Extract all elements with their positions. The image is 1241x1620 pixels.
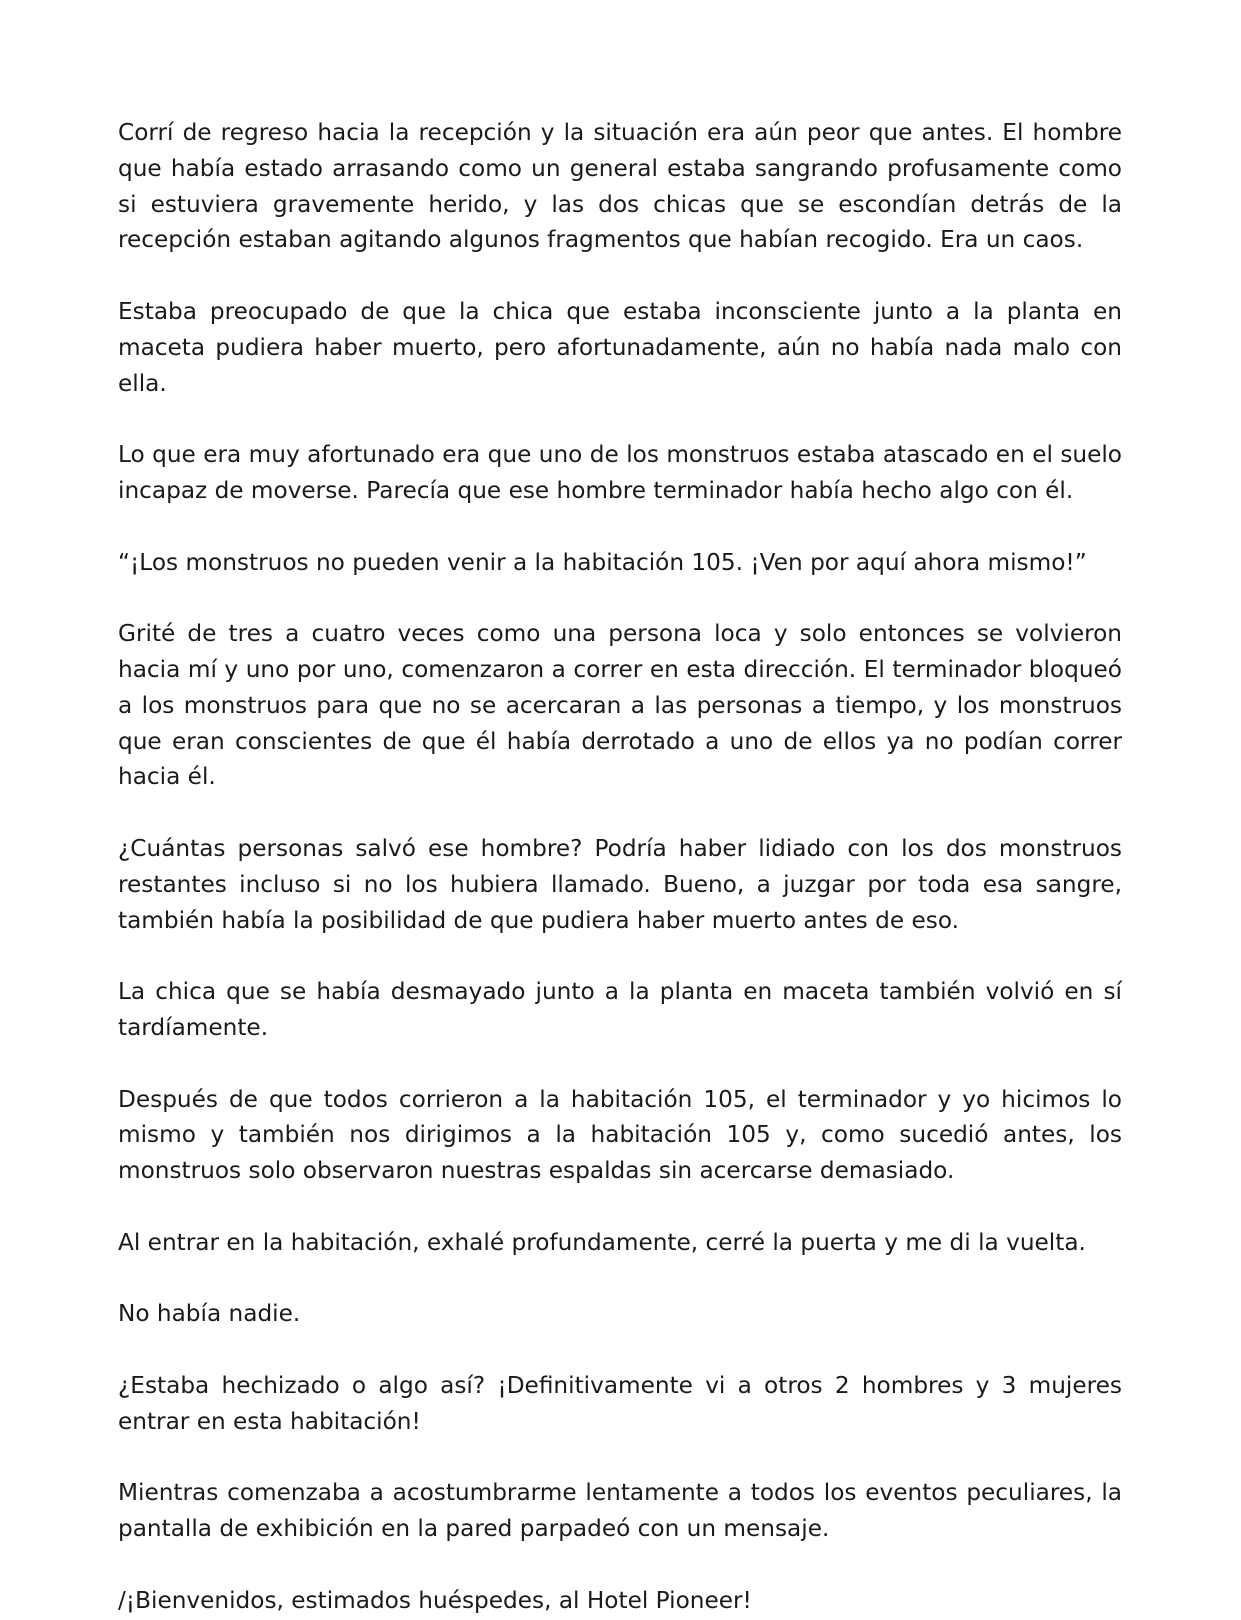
paragraph-4: “¡Los monstruos no pueden venir a la habitación 105. ¡Ven por aquí ahora mismo!” <box>118 548 1087 576</box>
paragraph-8: Después de que todos corrieron a la habitación 105, el terminador y yo hicimos lo mismo y también nos dirigimos a la habitación 105 y, como sucedió antes, los monstruos solo observaron nuestras espaldas sin acercarse demasiado. <box>118 1085 1122 1185</box>
paragraph-12: Mientras comenzaba a acostumbrarme lentamente a todos los eventos peculiares, la pantalla de exhibición en la pared parpadeó con un mensaje. <box>118 1479 1122 1543</box>
paragraph-3: Lo que era muy afortunado era que uno de los monstruos estaba atascado en el suelo incapaz de moverse. Parecía que ese hombre terminador había hecho algo con él. <box>118 441 1122 504</box>
paragraph-13: /¡Bienvenidos, estimados huéspedes, al Hotel Pioneer! <box>118 1586 752 1614</box>
document-body <box>118 115 1122 1618</box>
paragraph-10: No había nadie. <box>118 1300 301 1328</box>
paragraph-5: Grité de tres a cuatro veces como una persona loca y solo entonces se volvieron hacia mí y uno por uno, comenzaron a correr en esta dirección. El terminador bloqueó a los monstruos para que no se acercaran a las personas a tiempo, y los monstruos que eran conscientes de que él había derrotado a uno de ellos ya no podían correr hacia él. <box>118 620 1122 791</box>
paragraph-2: Estaba preocupado de que la chica que estaba inconsciente junto a la planta en maceta pudiera haber muerto, pero afortunadamente, aún no había nada malo con ella. <box>118 297 1122 397</box>
paragraph-7: La chica que se había desmayado junto a la planta en maceta también volvió en sí tardíamente. <box>118 978 1122 1041</box>
paragraph-11: ¿Estaba hechizado o algo así? ¡Definitivamente vi a otros 2 hombres y 3 mujeres entrar en esta habitación! <box>118 1371 1122 1435</box>
paragraph-9: Al entrar en la habitación, exhalé profundamente, cerré la puerta y me di la vuelta. <box>118 1228 1086 1256</box>
paragraph-6: ¿Cuántas personas salvó ese hombre? Podría haber lidiado con los dos monstruos restantes incluso si no los hubiera llamado. Bueno, a juzgar por toda esa sangre, también había la posibilidad de que pudiera haber muerto antes de eso. <box>118 834 1122 934</box>
paragraph-1: Corrí de regreso hacia la recepción y la situación era aún peor que antes. El hombre que había estado arrasando como un general estaba sangrando profusamente como si estuviera gravemente herido, y las dos chicas que se escondían detrás de la recepción estaban agitando algunos fragmentos que habían recogido. Era un caos. <box>118 119 1122 254</box>
